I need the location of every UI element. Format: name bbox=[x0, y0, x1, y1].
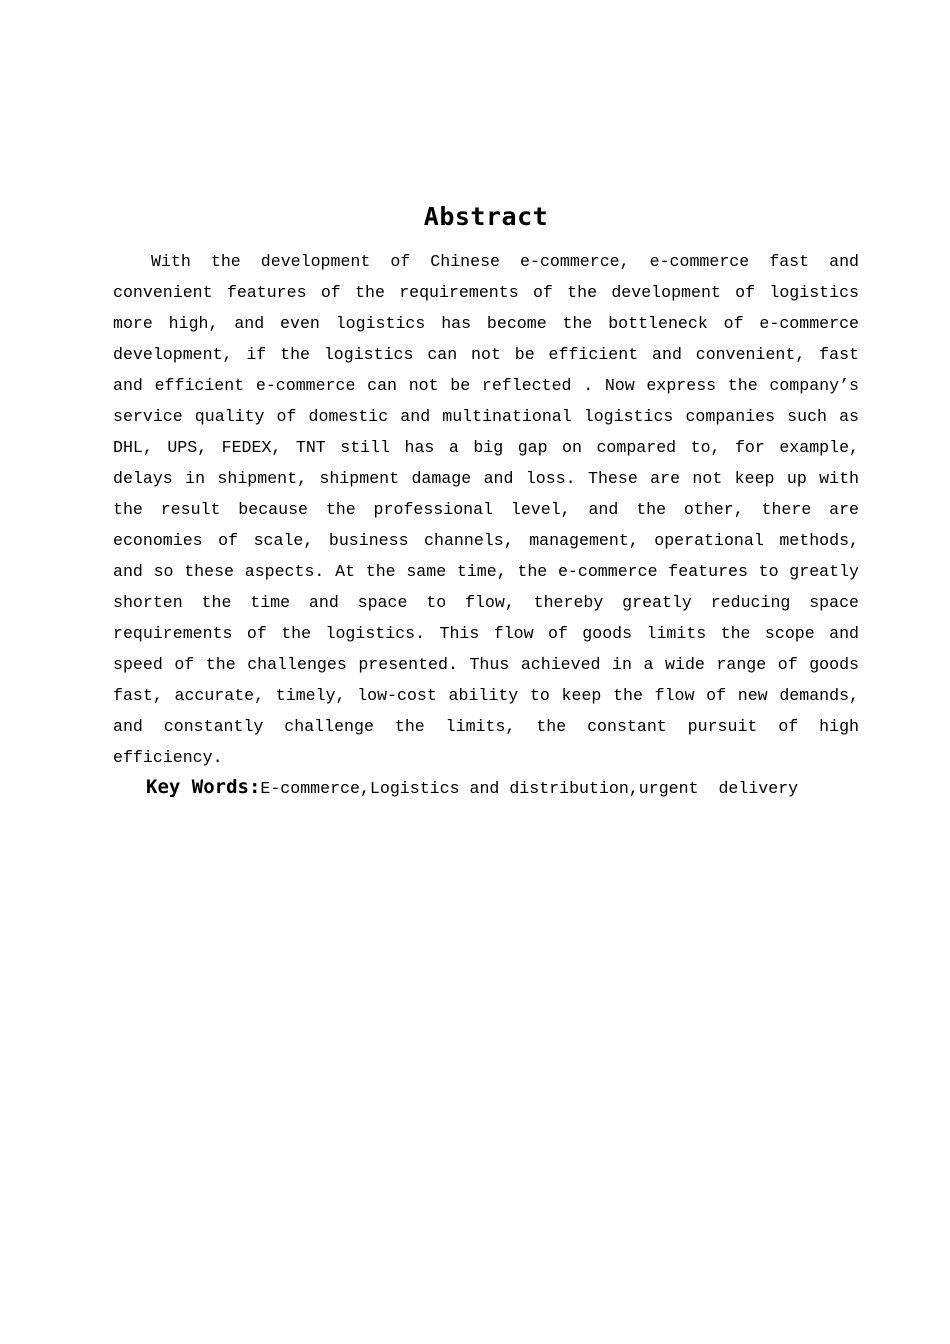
abstract-title: Abstract bbox=[423, 202, 549, 231]
keywords-line bbox=[146, 772, 859, 804]
keywords-value: E-commerce,Logistics and distribution,urgent delivery bbox=[260, 779, 799, 798]
abstract-body: With the development of Chinese e-commerce, e-commerce fast and convenient features of the requirements of the development of logistics more high, and even logistics has become the bottleneck of e-commerce development, if the logistics can not be efficient and convenient, fast and efficient e-commerce can not be reflected . Now express the company’s service quality of domestic and multinational logistics companies such as DHL, UPS, FEDEX, TNT still has a big gap on compared to, for example, delays in shipment, shipment damage and loss. These are not keep up with the result because the professional level, and the other, there are economies of scale, business channels, management, operational methods, and so these aspects. At the same time, the e-commerce features to greatly shorten the time and space to flow, thereby greatly reducing space requirements of the logistics. This flow of goods limits the scope and speed of the challenges presented. Thus achieved in a wide range of goods fast, accurate, timely, low-cost ability to keep the flow of new demands, and constantly challenge the limits, the constant pursuit of high efficiency. bbox=[113, 252, 859, 767]
keywords-label: Key Words: bbox=[146, 776, 261, 798]
